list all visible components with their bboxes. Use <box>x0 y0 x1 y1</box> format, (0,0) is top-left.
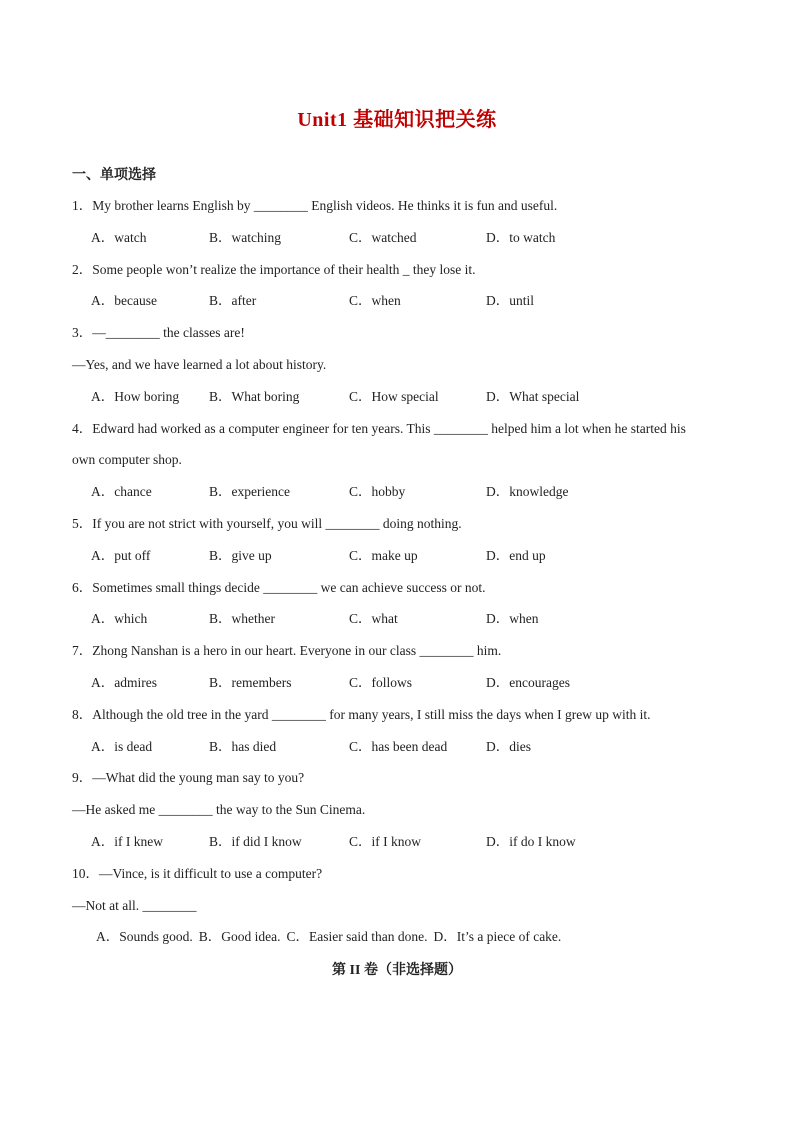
answer-options <box>72 926 722 958</box>
option-c: C．follows <box>349 674 413 690</box>
option-b: B．watching <box>209 229 281 245</box>
question-stem-continued <box>72 799 722 831</box>
question-text: 7．Zhong Nanshan is a hero in our heart. Everyone in our class ________ him. <box>72 643 502 659</box>
question-stem-continued <box>72 895 722 927</box>
answer-options <box>72 672 722 704</box>
question-text: 3．—________ the classes are! <box>72 325 245 341</box>
option-b: B．if did I know <box>209 833 302 849</box>
question-stem <box>72 259 722 291</box>
question-text: —He asked me ________ the way to the Sun Cinema. <box>72 802 366 818</box>
question-stem <box>72 767 722 799</box>
option-a: A．which <box>91 611 148 627</box>
answer-options <box>72 290 722 322</box>
option-b: B．remembers <box>209 674 292 690</box>
answer-options <box>72 481 722 513</box>
option-c: C．Easier said than done. <box>286 929 428 945</box>
question-stem <box>72 577 722 609</box>
option-d: D．What special <box>486 388 580 404</box>
question-stem <box>72 704 722 736</box>
question-item <box>72 259 722 323</box>
question-item <box>72 418 722 513</box>
option-a: A．if I knew <box>91 833 163 849</box>
option-d: D．It’s a piece of cake. <box>433 929 562 945</box>
question-text: own computer shop. <box>72 452 182 468</box>
answer-options <box>72 227 722 259</box>
option-b: B．give up <box>209 547 272 563</box>
option-c: C．hobby <box>349 484 406 500</box>
question-item <box>72 195 722 259</box>
part-two-heading: 第 II 卷（非选择题） <box>332 963 462 978</box>
question-text: 5．If you are not strict with yourself, you will ________ doing nothing. <box>72 515 462 531</box>
question-stem <box>72 863 722 895</box>
option-c: C．has been dead <box>349 738 448 754</box>
option-d: D．to watch <box>486 229 556 245</box>
question-stem <box>72 418 722 450</box>
option-d: D．knowledge <box>486 484 569 500</box>
option-d: D．if do I know <box>486 833 576 849</box>
question-text: —Yes, and we have learned a lot about history. <box>72 356 327 372</box>
option-a: A．admires <box>91 674 157 690</box>
question-item <box>72 322 722 417</box>
option-d: D．encourages <box>486 674 570 690</box>
question-text: 6．Sometimes small things decide ________ we can achieve success or not. <box>72 579 486 595</box>
option-c: C．if I know <box>349 833 421 849</box>
question-stem <box>72 513 722 545</box>
question-stem-continued <box>72 354 722 386</box>
question-text: —Not at all. ________ <box>72 897 197 913</box>
question-stem <box>72 640 722 672</box>
answer-options <box>72 831 722 863</box>
question-text: 2．Some people won’t realize the importance of their health _ they lose it. <box>72 261 476 277</box>
option-b: B．What boring <box>209 388 300 404</box>
option-b: B．experience <box>209 484 290 500</box>
page-title: Unit1 基础知识把关练 <box>297 109 497 131</box>
option-d: D．when <box>486 611 539 627</box>
answer-options <box>72 386 722 418</box>
option-a: A．because <box>91 293 157 309</box>
answer-options <box>72 545 722 577</box>
section-heading: 一、单项选择 <box>72 167 156 183</box>
question-text: 1．My brother learns English by ________ English videos. He thinks it is fun and useful. <box>72 198 558 213</box>
option-a: A．How boring <box>91 388 180 404</box>
option-a: A．Sounds good. <box>96 929 193 945</box>
option-d: D．dies <box>486 738 531 754</box>
question-item <box>72 704 722 768</box>
answer-options <box>72 608 722 640</box>
question-text: 4．Edward had worked as a computer engineer for ten years. This ________ helped him a lot when he started his <box>72 420 686 436</box>
question-text: 10．—Vince, is it difficult to use a computer? <box>72 865 323 881</box>
option-b: B．has died <box>209 738 277 754</box>
option-a: A．is dead <box>91 738 153 754</box>
question-stem <box>72 322 722 354</box>
question-text: 9．—What did the young man say to you? <box>72 770 305 786</box>
question-item <box>72 577 722 641</box>
option-c: C．watched <box>349 229 417 245</box>
question-item <box>72 863 722 958</box>
question-stem-continued <box>72 449 722 481</box>
option-c: C．what <box>349 611 398 627</box>
question-text: 8．Although the old tree in the yard ________ for many years, I still miss the days when I grew up with it. <box>72 706 651 722</box>
option-a: A．put off <box>91 547 151 563</box>
option-b: B．after <box>209 293 257 309</box>
option-c: C．make up <box>349 547 418 563</box>
question-item <box>72 640 722 704</box>
option-c: C．How special <box>349 388 439 404</box>
option-d: D．until <box>486 293 535 309</box>
option-b: B．Good idea. <box>198 929 281 945</box>
option-d: D．end up <box>486 547 546 563</box>
question-list <box>72 195 722 958</box>
option-c: C．when <box>349 293 401 309</box>
question-item <box>72 767 722 862</box>
question-stem <box>72 195 722 227</box>
option-a: A．chance <box>91 484 152 500</box>
answer-options <box>72 736 722 768</box>
option-b: B．whether <box>209 611 275 627</box>
question-item <box>72 513 722 577</box>
option-a: A．watch <box>91 229 147 245</box>
